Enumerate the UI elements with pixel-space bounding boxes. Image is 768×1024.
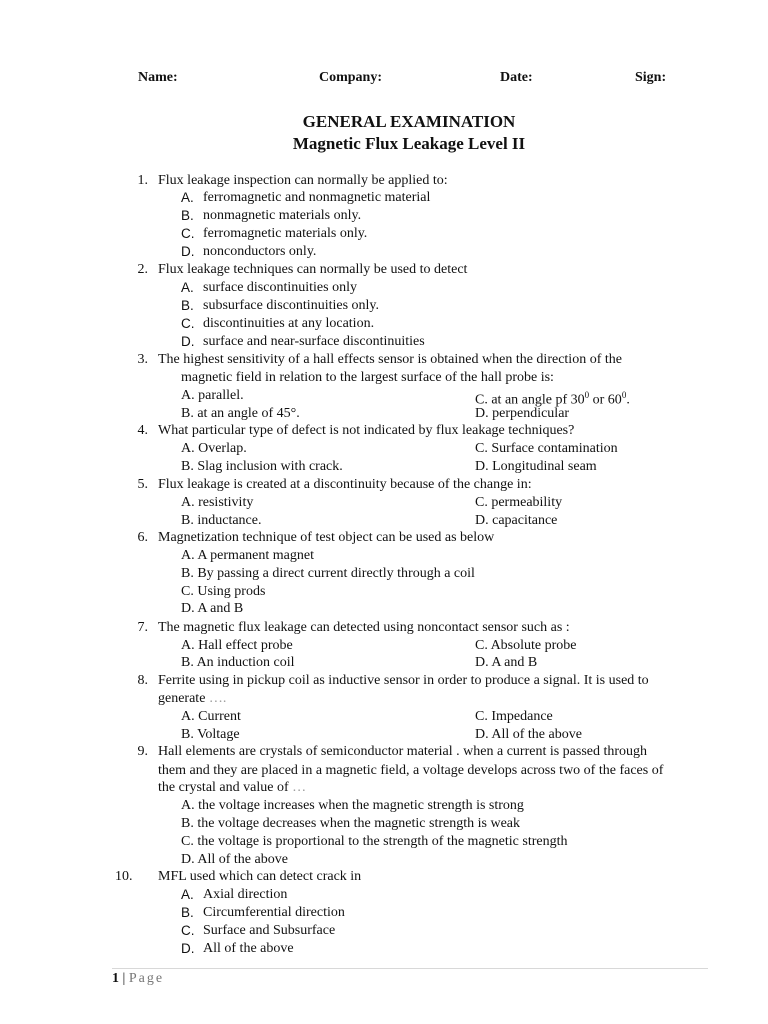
option-d: D. capacitance — [475, 513, 558, 528]
option-a: A. Overlap. — [181, 441, 247, 456]
option-letter: D. — [181, 244, 195, 259]
option-a: surface discontinuities only — [203, 280, 357, 295]
option-c: Surface and Subsurface — [203, 923, 336, 938]
question-number: 2. — [137, 262, 148, 277]
exam-subtitle: Magnetic Flux Leakage Level II — [292, 134, 526, 153]
option-a: A. Hall effect probe — [181, 638, 293, 653]
question-text-cont: the crystal and value of … — [158, 780, 307, 795]
option-c: C. Using prods — [181, 584, 266, 599]
option-d: D. A and B — [181, 601, 244, 616]
option-b: Circumferential direction — [203, 905, 345, 920]
question-number: 9. — [137, 744, 148, 759]
option-c: ferromagnetic materials only. — [203, 226, 368, 241]
question-text: Flux leakage techniques can normally be used to detect — [158, 262, 468, 277]
page-number: 1 — [112, 971, 119, 986]
question-number: 4. — [137, 423, 148, 438]
question-text: Flux leakage is created at a discontinuity because of the change in: — [158, 477, 532, 492]
option-c: discontinuities at any location. — [203, 316, 375, 331]
option-b: B. Slag inclusion with crack. — [181, 459, 343, 474]
option-d: D. All of the above — [475, 727, 582, 742]
question-number: 10. — [115, 869, 133, 884]
name-label: Name: — [138, 70, 178, 85]
option-a: A. A permanent magnet — [181, 548, 314, 563]
question-number: 3. — [137, 352, 148, 367]
question-number: 5. — [137, 477, 148, 492]
option-b: B. inductance. — [181, 513, 262, 528]
option-b: B. the voltage decreases when the magnetic strength is weak — [181, 816, 520, 831]
question-text: MFL used which can detect crack in — [158, 869, 362, 884]
question-text-cont: generate …. — [158, 691, 227, 706]
option-a: A. parallel. — [181, 388, 244, 403]
option-b: B. By passing a direct current directly through a coil — [181, 566, 475, 581]
option-d: D. All of the above — [181, 852, 288, 867]
option-d: nonconductors only. — [203, 244, 317, 259]
question-text: What particular type of defect is not indicated by flux leakage techniques? — [158, 423, 575, 438]
question-number: 8. — [137, 673, 148, 688]
question-text-cont: magnetic field in relation to the largest surface of the hall probe is: — [181, 370, 554, 385]
option-letter: A. — [181, 887, 194, 902]
question-text: The magnetic flux leakage can detected using noncontact sensor such as : — [158, 620, 570, 635]
option-c: C. Surface contamination — [475, 441, 618, 456]
option-a: ferromagnetic and nonmagnetic material — [203, 190, 431, 205]
option-c: C. Impedance — [475, 709, 553, 724]
question-number: 7. — [137, 620, 148, 635]
question-text-cont: them and they are placed in a magnetic field, a voltage develops across two of the faces of — [158, 763, 664, 778]
company-label: Company: — [319, 70, 383, 85]
option-letter: B. — [181, 298, 194, 313]
footer-divider — [112, 968, 708, 969]
option-c: C. permeability — [475, 495, 563, 510]
option-a: Axial direction — [203, 887, 288, 902]
option-letter: C. — [181, 923, 195, 938]
page-word: Page — [128, 971, 165, 986]
option-letter: C. — [181, 226, 195, 241]
option-letter: A. — [181, 280, 194, 295]
question-number: 6. — [137, 530, 148, 545]
option-b: nonmagnetic materials only. — [203, 208, 362, 223]
option-a: A. resistivity — [181, 495, 254, 510]
sign-label: Sign: — [635, 70, 667, 85]
option-letter: B. — [181, 905, 194, 920]
option-letter: D. — [181, 334, 195, 349]
option-c: C. the voltage is proportional to the strength of the magnetic strength — [181, 834, 568, 849]
question-text: Ferrite using in pickup coil as inductive sensor in order to produce a signal. It is used to — [158, 673, 649, 688]
date-label: Date: — [500, 70, 533, 85]
option-d: surface and near-surface discontinuities — [203, 334, 425, 349]
question-text: Flux leakage inspection can normally be applied to: — [158, 173, 448, 188]
option-d: D. Longitudinal seam — [475, 459, 597, 474]
option-b: B. An induction coil — [181, 655, 295, 670]
option-b: B. at an angle of 45°. — [181, 406, 300, 421]
exam-title: GENERAL EXAMINATION — [302, 112, 516, 131]
option-a: A. the voltage increases when the magnetic strength is strong — [181, 798, 524, 813]
option-b: subsurface discontinuities only. — [203, 298, 380, 313]
option-d: All of the above — [203, 941, 294, 956]
option-c: C. at an angle pf $30^0$ or $60^0$. — [475, 390, 630, 408]
option-c: C. Absolute probe — [475, 638, 577, 653]
option-letter: D. — [181, 941, 195, 956]
option-letter: B. — [181, 208, 194, 223]
option-d: D. perpendicular — [475, 406, 570, 421]
option-letter: C. — [181, 316, 195, 331]
option-d: D. A and B — [475, 655, 538, 670]
question-text: Hall elements are crystals of semiconductor material . when a current is passed through — [158, 744, 648, 759]
option-a: A. Current — [181, 709, 241, 724]
question-text: Magnetization technique of test object can be used as below — [158, 530, 495, 545]
footer-separator: | — [122, 971, 126, 986]
option-letter: A. — [181, 190, 194, 205]
question-number: 1. — [137, 173, 148, 188]
question-text: The highest sensitivity of a hall effects sensor is obtained when the direction of the — [158, 352, 622, 367]
option-b: B. Voltage — [181, 727, 240, 742]
page-footer — [112, 971, 164, 987]
